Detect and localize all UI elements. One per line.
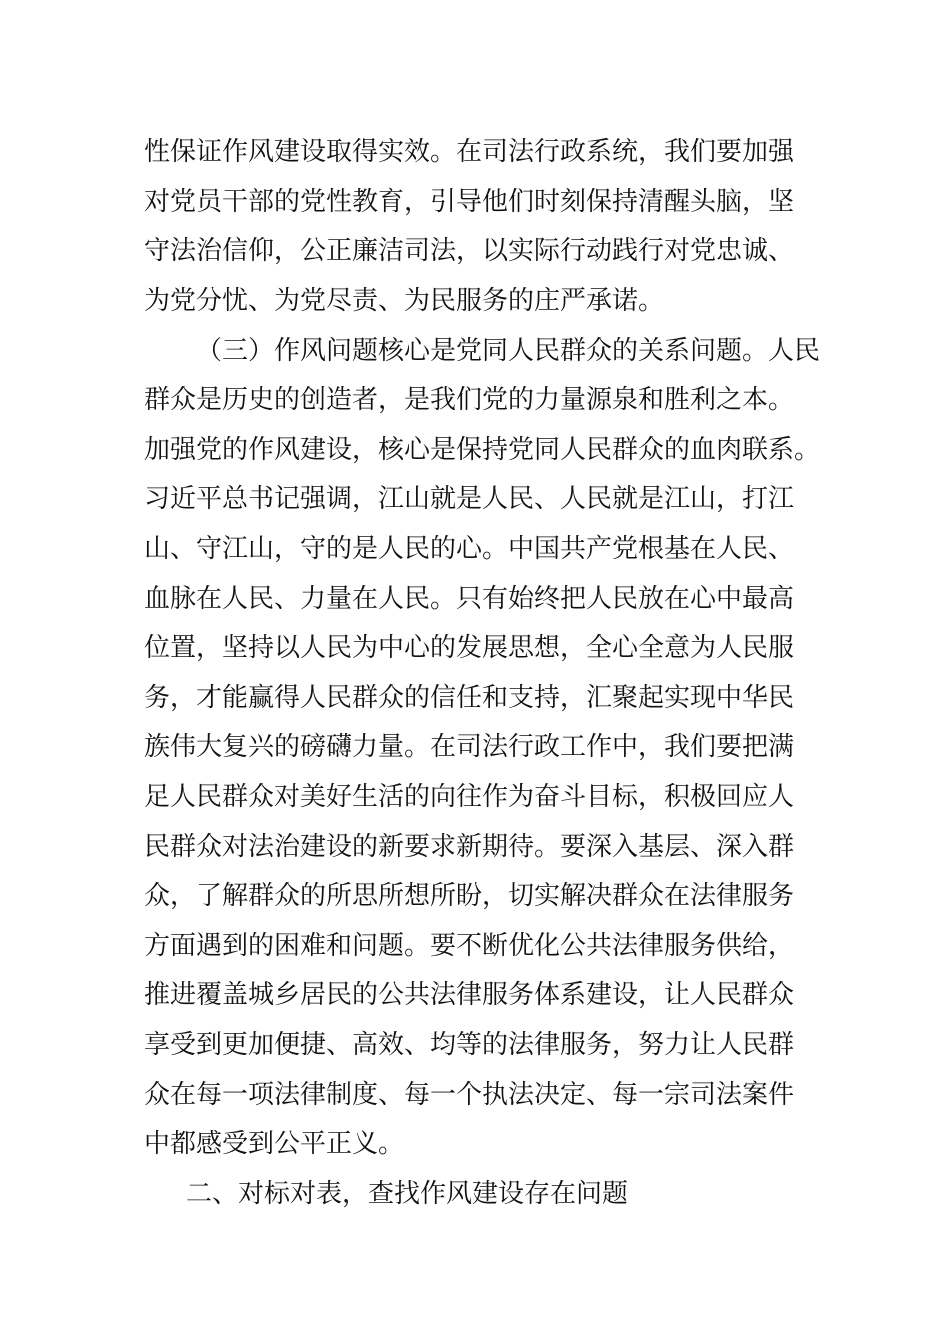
text-line: 血脉在人民、力量在人民。只有始终把人民放在心中最高 [144,584,795,614]
text-line: 为党分忧、为党尽责、为民服务的庄严承诺。 [144,286,665,316]
text-line: 众，了解群众的所思所想所盼，切实解决群众在法律服务 [144,881,795,911]
text-line: 习近平总书记强调，江山就是人民、人民就是江山，打江 [144,484,795,514]
text-line: 加强党的作风建设，核心是保持党同人民群众的血肉联系。 [144,435,821,465]
text-line: 山、守江山，守的是人民的心。中国共产党根基在人民、 [144,534,795,564]
text-line: 民群众对法治建设的新要求新期待。要深入基层、深入群 [144,832,795,862]
text-line: 群众是历史的创造者，是我们党的力量源泉和胜利之本。 [144,385,795,415]
text-line: 方面遇到的困难和问题。要不断优化公共法律服务供给， [144,931,795,961]
text-line: 务，才能赢得人民群众的信任和支持，汇聚起实现中华民 [144,683,795,713]
text-line: 守法治信仰，公正廉洁司法，以实际行动践行对党忠诚、 [144,236,795,266]
text-line: （三）作风问题核心是党同人民群众的关系问题。人民 [196,336,821,366]
text-line: 族伟大复兴的磅礴力量。在司法行政工作中，我们要把满 [144,732,795,762]
text-line: 推进覆盖城乡居民的公共法律服务体系建设，让人民群众 [144,980,795,1010]
text-line: 众在每一项法律制度、每一个执法决定、每一宗司法案件 [144,1080,795,1110]
text-line: 性保证作风建设取得实效。在司法行政系统，我们要加强 [144,137,795,167]
text-line: 中都感受到公平正义。 [144,1129,405,1159]
text-line: 足人民群众对美好生活的向往作为奋斗目标，积极回应人 [144,782,795,812]
text-line: 位置，坚持以人民为中心的发展思想，全心全意为人民服 [144,633,795,663]
text-line: 享受到更加便捷、高效、均等的法律服务，努力让人民群 [144,1030,795,1060]
text-line: 对党员干部的党性教育，引导他们时刻保持清醒头脑，坚 [144,187,795,217]
section-heading: 二、对标对表，查找作风建设存在问题 [186,1179,629,1209]
